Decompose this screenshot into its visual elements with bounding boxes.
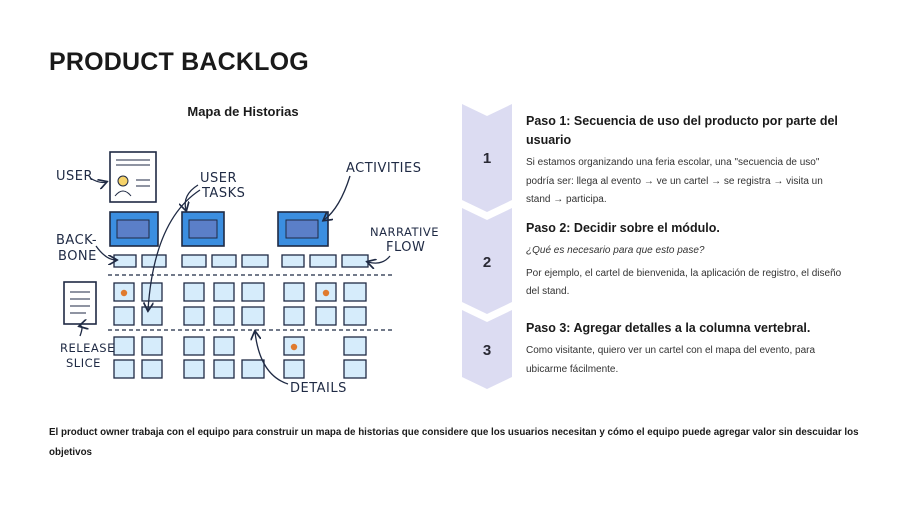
step-3-number: 3 — [482, 342, 492, 359]
narrative-flow-label-line2: FLOW — [386, 240, 426, 255]
step-2-question: ¿Qué es necesario para que esto pase? — [526, 245, 705, 256]
step-2 — [526, 219, 846, 302]
story-map-sketch — [50, 140, 440, 405]
step-1 — [526, 112, 846, 210]
user-persona-illustration — [110, 152, 156, 202]
step-2-number: 2 — [482, 254, 492, 271]
release-slice-label-line1: RELEASE — [60, 341, 115, 355]
footer-note: El product owner trabaja con el equipo para construir un mapa de historias que considere que los usuarios necesitan y cómo el equipo puede agregar valor sin descuidar los objetivos — [49, 427, 859, 458]
narrative-flow-label-line1: NARRATIVE — [370, 225, 440, 239]
release-slice-label-line2: SLICE — [66, 356, 101, 370]
page-title: PRODUCT BACKLOG — [49, 48, 309, 76]
details-label: DETAILS — [290, 381, 347, 396]
step-1-title: Paso 1: Secuencia de uso del producto por parte del usuario — [526, 114, 838, 147]
step-1-number: 1 — [482, 150, 492, 167]
story-map-title: Mapa de Historias — [187, 104, 299, 119]
activities-label: ACTIVITIES — [346, 161, 422, 176]
step-2-text: Por ejemplo, el cartel de bienvenida, la aplicación de registro, el diseño del stand. — [526, 267, 842, 297]
backbone-label-line2: BONE — [58, 249, 97, 264]
step-2-title: Paso 2: Decidir sobre el módulo. — [526, 221, 720, 235]
step-3 — [526, 319, 846, 379]
backbone-label-line1: BACK- — [56, 233, 98, 248]
step-3-text: Como visitante, quiero ver un cartel con el mapa del evento, para ubicarme fácilmente. — [526, 345, 816, 375]
activity-cards — [110, 212, 328, 246]
step-3-title: Paso 3: Agregar detalles a la columna vertebral. — [526, 321, 811, 335]
step-1-text: Si estamos organizando una feria escolar, una "secuencia de uso" podría ser: llega al evento → ve un cartel → se registra → visita un stand → participa. — [526, 157, 823, 205]
backbone-cards — [114, 255, 368, 267]
user-tasks-label-line2: TASKS — [202, 186, 246, 201]
user-label: USER — [56, 169, 94, 184]
user-tasks-label-line1: USER — [200, 171, 238, 186]
release-slice-illustration — [64, 282, 96, 324]
